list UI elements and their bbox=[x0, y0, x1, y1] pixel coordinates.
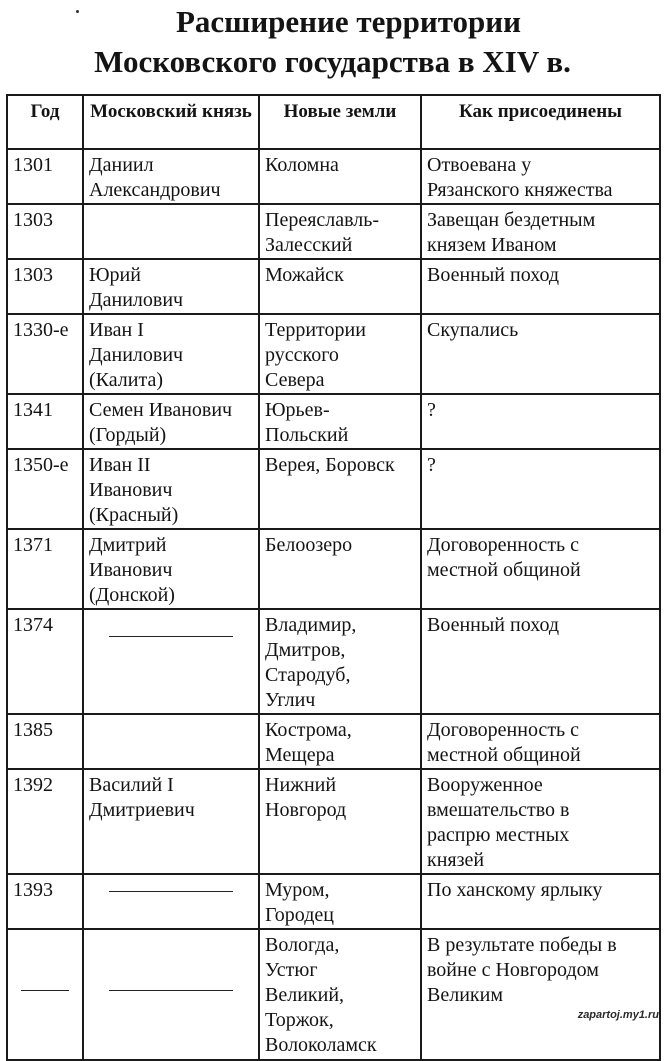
cell-how bbox=[421, 874, 660, 929]
year-text: 1385 bbox=[13, 719, 53, 741]
title-line-1: Расширение территории bbox=[175, 4, 522, 39]
year-text: 1303 bbox=[13, 264, 53, 286]
header-row bbox=[7, 95, 660, 149]
lands-line: Можайск bbox=[265, 264, 344, 286]
table-row bbox=[7, 394, 660, 449]
cell-year bbox=[7, 394, 83, 449]
cell-how bbox=[421, 204, 660, 259]
how-line: местной общиной bbox=[427, 744, 581, 766]
lands-line: Муром, bbox=[265, 879, 330, 901]
cell-prince bbox=[83, 769, 259, 874]
cell-lands bbox=[259, 314, 421, 394]
lands-line: Территории bbox=[265, 319, 366, 341]
header-year: Год bbox=[7, 95, 83, 149]
lands-line: Владимир, bbox=[265, 614, 357, 636]
table-row bbox=[7, 714, 660, 769]
lands-line: Переяславль- bbox=[265, 209, 380, 231]
prince-line: Юрий bbox=[89, 264, 141, 286]
cell-year bbox=[7, 449, 83, 529]
table-row bbox=[7, 259, 660, 314]
cell-prince bbox=[83, 609, 259, 714]
prince-line: Дмитриевич bbox=[89, 799, 195, 821]
cell-year bbox=[7, 609, 83, 714]
cell-how bbox=[421, 529, 660, 609]
cell-year bbox=[7, 149, 83, 204]
header-how: Как присоединены bbox=[421, 95, 660, 149]
lands-line: Верея, Боровск bbox=[265, 454, 395, 476]
cell-year bbox=[7, 714, 83, 769]
prince-line: Василий I bbox=[89, 774, 174, 796]
year-text: 1301 bbox=[13, 154, 53, 176]
prince-line: (Калита) bbox=[89, 369, 163, 391]
lands-line: Устюг bbox=[265, 959, 318, 981]
cell-prince bbox=[83, 259, 259, 314]
year-text: 1374 bbox=[13, 614, 53, 636]
lands-line: Коломна bbox=[265, 154, 339, 176]
cell-how bbox=[421, 259, 660, 314]
how-line: Завещан бездетным bbox=[427, 209, 596, 231]
table-row bbox=[7, 449, 660, 529]
how-line: распрю местных bbox=[427, 824, 570, 846]
cell-lands bbox=[259, 394, 421, 449]
cell-how bbox=[421, 449, 660, 529]
cell-prince bbox=[83, 449, 259, 529]
lands-line: Стародуб, bbox=[265, 664, 351, 686]
cell-how bbox=[421, 314, 660, 394]
cell-lands bbox=[259, 449, 421, 529]
year-text: 1392 bbox=[13, 774, 53, 796]
cell-lands bbox=[259, 929, 421, 1060]
cell-year bbox=[7, 259, 83, 314]
table-row bbox=[7, 314, 660, 394]
prince-line: Семен Иванович bbox=[89, 399, 233, 421]
lands-line: Городец bbox=[265, 904, 334, 926]
how-line: вмешательство в bbox=[427, 799, 570, 821]
how-line: Военный поход bbox=[427, 264, 560, 286]
cell-how bbox=[421, 609, 660, 714]
how-line: ? bbox=[427, 454, 436, 476]
how-line: Вооруженное bbox=[427, 774, 543, 796]
how-line: Договоренность с bbox=[427, 719, 580, 741]
lands-line: Дмитров, bbox=[265, 639, 346, 661]
prince-line: Иван I bbox=[89, 319, 144, 341]
cell-lands bbox=[259, 259, 421, 314]
how-line: Договоренность с bbox=[427, 534, 580, 556]
title-line-2: Московского государства в XIV в. bbox=[94, 44, 571, 79]
cell-prince bbox=[83, 929, 259, 1060]
table-row bbox=[7, 929, 660, 1060]
how-line: В результате победы в bbox=[427, 934, 617, 956]
cell-prince bbox=[83, 149, 259, 204]
cell-lands bbox=[259, 609, 421, 714]
year-text: 1330-е bbox=[13, 319, 69, 341]
table-row bbox=[7, 149, 660, 204]
blank-line bbox=[21, 990, 69, 991]
lands-line: Белоозеро bbox=[265, 534, 353, 556]
year-text: 1303 bbox=[13, 209, 53, 231]
lands-line: Залесский bbox=[265, 234, 353, 256]
table-row bbox=[7, 609, 660, 714]
table-row bbox=[7, 204, 660, 259]
prince-line: Данилович bbox=[89, 289, 184, 311]
cell-prince bbox=[83, 394, 259, 449]
lands-line: русского bbox=[265, 344, 339, 366]
table-row bbox=[7, 769, 660, 874]
how-line: По ханскому ярлыку bbox=[427, 879, 603, 901]
lands-line: Новгород bbox=[265, 799, 347, 821]
territory-table bbox=[6, 94, 661, 1061]
cell-year bbox=[7, 529, 83, 609]
cell-lands bbox=[259, 529, 421, 609]
cell-lands bbox=[259, 149, 421, 204]
cell-year bbox=[7, 929, 83, 1060]
year-text: 1350-е bbox=[13, 454, 69, 476]
prince-line: (Красный) bbox=[89, 504, 179, 526]
lands-line: Волоколамск bbox=[265, 1034, 377, 1056]
prince-line: Даниил bbox=[89, 154, 154, 176]
year-text: 1341 bbox=[13, 399, 53, 421]
how-line: местной общиной bbox=[427, 559, 581, 581]
prince-line: Иван II bbox=[89, 454, 151, 476]
how-line: ? bbox=[427, 399, 436, 421]
prince-line: Александрович bbox=[89, 179, 221, 201]
cell-prince bbox=[83, 874, 259, 929]
table-row bbox=[7, 874, 660, 929]
blank-line bbox=[109, 891, 233, 892]
header-lands: Новые земли bbox=[259, 95, 421, 149]
lands-line: Торжок, bbox=[265, 1009, 334, 1031]
blank-line bbox=[109, 990, 233, 991]
how-line: Великим bbox=[427, 984, 503, 1006]
page-title bbox=[0, 2, 665, 82]
cell-prince bbox=[83, 204, 259, 259]
how-line: Отвоевана у bbox=[427, 154, 532, 176]
cell-lands bbox=[259, 874, 421, 929]
how-line: князей bbox=[427, 849, 485, 871]
watermark: zapartoj.my1.ru bbox=[577, 1009, 659, 1021]
how-line: Рязанского княжества bbox=[427, 179, 613, 201]
lands-line: Севера bbox=[265, 369, 325, 391]
cell-year bbox=[7, 874, 83, 929]
lands-line: Кострома, bbox=[265, 719, 352, 741]
lands-line: Углич bbox=[265, 689, 316, 711]
prince-line: Иванович bbox=[89, 559, 173, 581]
cell-year bbox=[7, 314, 83, 394]
blank-line bbox=[109, 636, 233, 637]
cell-how bbox=[421, 929, 660, 1060]
prince-line: (Донской) bbox=[89, 584, 175, 606]
how-line: князем Иваном bbox=[427, 234, 557, 256]
cell-how bbox=[421, 394, 660, 449]
cell-lands bbox=[259, 714, 421, 769]
year-text: 1371 bbox=[13, 534, 53, 556]
cell-prince bbox=[83, 529, 259, 609]
prince-line: Дмитрий bbox=[89, 534, 167, 556]
lands-line: Польский bbox=[265, 424, 349, 446]
cell-how bbox=[421, 149, 660, 204]
year-text: 1393 bbox=[13, 879, 53, 901]
how-line: войне с Новгородом bbox=[427, 959, 599, 981]
header-prince: Московский князь bbox=[83, 95, 259, 149]
lands-line: Мещера bbox=[265, 744, 335, 766]
cell-how bbox=[421, 714, 660, 769]
cell-prince bbox=[83, 714, 259, 769]
how-line: Скупались bbox=[427, 319, 519, 341]
cell-lands bbox=[259, 769, 421, 874]
table-row bbox=[7, 529, 660, 609]
cell-prince bbox=[83, 314, 259, 394]
cell-how bbox=[421, 769, 660, 874]
prince-line: (Гордый) bbox=[89, 424, 167, 446]
how-line: Военный поход bbox=[427, 614, 560, 636]
cell-year bbox=[7, 769, 83, 874]
prince-line: Иванович bbox=[89, 479, 173, 501]
lands-line: Юрьев- bbox=[265, 399, 330, 421]
cell-lands bbox=[259, 204, 421, 259]
lands-line: Вологда, bbox=[265, 934, 340, 956]
cell-year bbox=[7, 204, 83, 259]
lands-line: Нижний bbox=[265, 774, 337, 796]
lands-line: Великий, bbox=[265, 984, 345, 1006]
prince-line: Данилович bbox=[89, 344, 184, 366]
